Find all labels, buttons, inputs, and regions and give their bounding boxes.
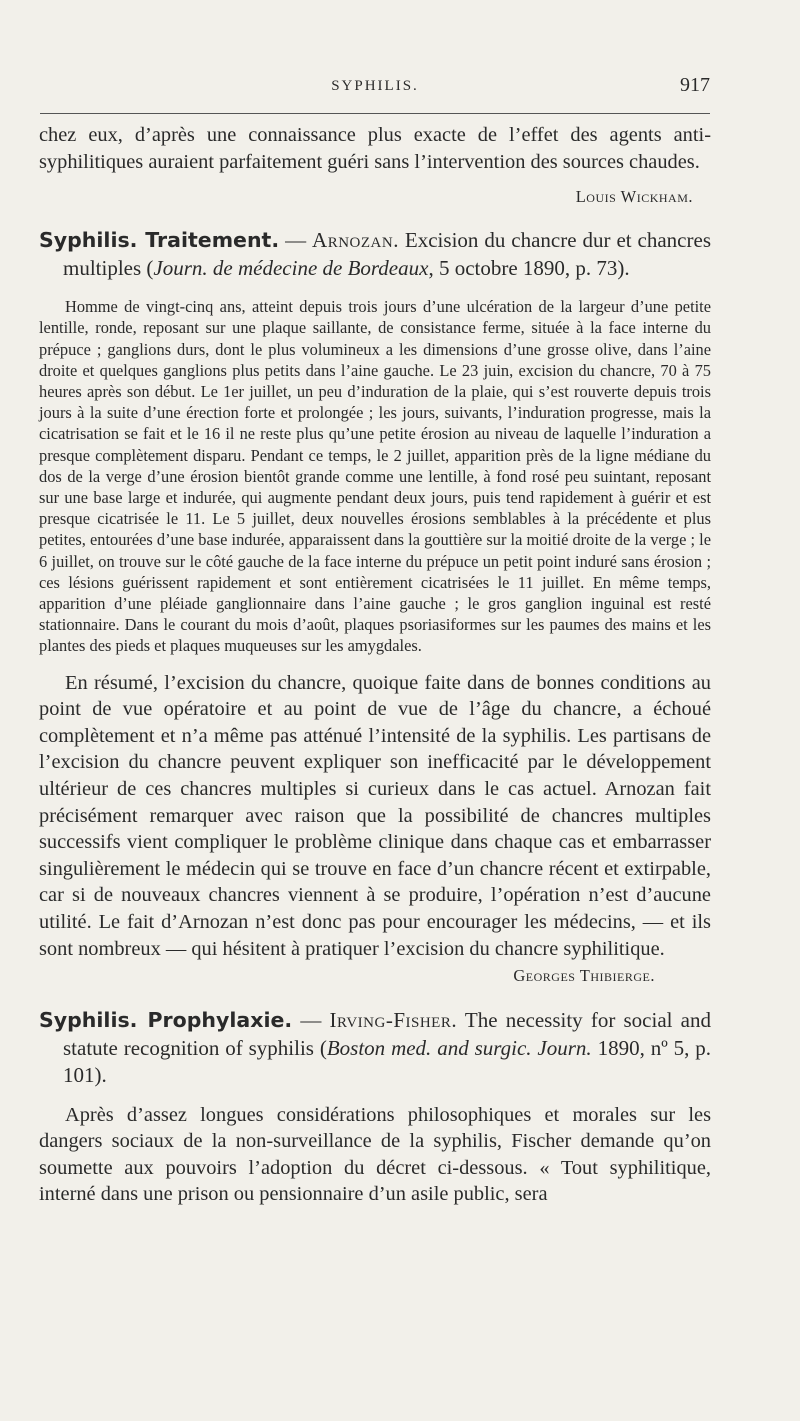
page-number: 917 [680, 74, 710, 96]
running-title: SYPHILIS. [331, 78, 419, 94]
entry-2-paragraph: Après d’assez longues considérations philosophiques et morales sur les dangers sociaux de la non-surveillance de la syphilis, Fischer demande qu’on soumette aux pouvoirs l’adoption du décret ci-dessous. « Tout syphilitique, interné dans une prison ou pensionnaire d’un asile public, sera [39, 1103, 711, 1206]
entry-1-title: Excision du chancre dur et chancres multiples ( [63, 228, 711, 280]
entry-2-heading [39, 1007, 711, 1090]
entry-2-rubric: Syphilis. Prophylaxie. [39, 1008, 293, 1033]
entry-1-author: Arnozan. [312, 228, 399, 253]
page-body [39, 122, 711, 1208]
entry-2-author: Irving-Fisher. [329, 1008, 458, 1033]
intro-signature: Louis Wickham. [575, 187, 693, 207]
entry-1-dash: — [279, 228, 313, 253]
entry-2-journal: Boston med. and surgic. Journ. [326, 1035, 592, 1060]
entry-1-rubric: Syphilis. Traitement. [39, 228, 280, 253]
header-rule [40, 113, 710, 114]
entry-1-journal: Journ. de médecine de Bordeaux [153, 255, 429, 280]
entry-1-heading [39, 227, 711, 282]
entry-1-citation: , 5 octobre 1890, p. 73). [428, 255, 630, 280]
entry-2-citation: 1890, nº 5, p. 101). [63, 1035, 711, 1088]
entry-1-case-report: Homme de vingt-cinq ans, atteint depuis trois jours d’une ulcération de la largeur d’une petite lentille, ronde, reposant sur une plaque saillante, de consistance ferme, située à la face interne du prépuce ; ganglions durs, dont le plus volumineux a les dimensions d’une grosse olive, dans l’aine droite et quelques ganglions plus petits dans l’aine gauche. Le 23 juin, excision du chancre, 70 à 75 heures après son début. Le 1er juillet, un peu d’induration de la plaie, qui s’est rouverte depuis trois jours à la suite d’une érection forte et prolongée ; les jours, suivants, l’induration progresse, mais la cicatrisation se fait et le 16 il ne reste plus qu’une petite érosion au niveau de laquelle l’induration a presque complètement disparu. Pendant ce temps, le 2 juillet, apparition près de la ligne médiane du dos de la verge d’une érosion bientôt grande comme une lentille, à fond rosé peu suintant, reposant sur une base large et indurée, qui augmente pendant deux jours, puis tend rapidement à guérir et est presque cicatrisée le 11. Le 5 juillet, deux nouvelles érosions semblables à la précédente et plus petites, entourées d’une base indurée, apparaissent dans la gouttière sur la moitié droite de la verge ; le 6 juillet, on trouve sur le côté gauche de la face interne du prépuce un petit point induré sans érosion ; ces lésions guérissent rapidement et sont entièrement cicatrisées le 11 juillet. En même temps, apparition d’une pléiade ganglionnaire dans l’aine gauche ; le gros ganglion inguinal est resté stationnaire. Dans le courant du mois d’août, plaques psoriasiformes sur les paumes des mains et les plantes des pieds et plaques muqueuses sur les amygdales. [39, 297, 711, 656]
intro-paragraph: chez eux, d’après une connaissance plus exacte de l’effet des agents anti-syphilitiques auraient parfaitement guéri sans l’intervention des sources chaudes. [39, 124, 711, 173]
entry-2-title: The necessity for social and statute recognition of syphilis ( [63, 1008, 711, 1060]
entry-1-signature: Georges Thibierge. [513, 966, 655, 986]
page-header [40, 74, 710, 98]
entry-2-dash: — [292, 1008, 330, 1033]
entry-1-summary: En résumé, l’excision du chancre, quoique faite dans de bonnes conditions au point de vue opératoire et au point de vue de l’âge du chancre, a échoué complètement et n’a même pas atténué l’intensité de la syphilis. Les partisans de l’excision du chancre peuvent expliquer son inefficacité par le développement ultérieur de ces chancres multiples si curieux dans le cas actuel. Arnozan fait précisément remarquer avec raison que la possibilité de chancres multiples successifs vient compliquer le problème clinique dans chaque cas et embarrasser singulièrement le médecin qui se trouve en face d’un chancre récent et extirpable, car si de nouveaux chancres viennent à se produire, l’opération n’est d’aucune utilité. Le fait d’Arnozan n’est donc pas pour encourager les médecins, — et ils sont nombreux — qui hésitent à pratiquer l’excision du chancre syphilitique. [39, 671, 711, 960]
